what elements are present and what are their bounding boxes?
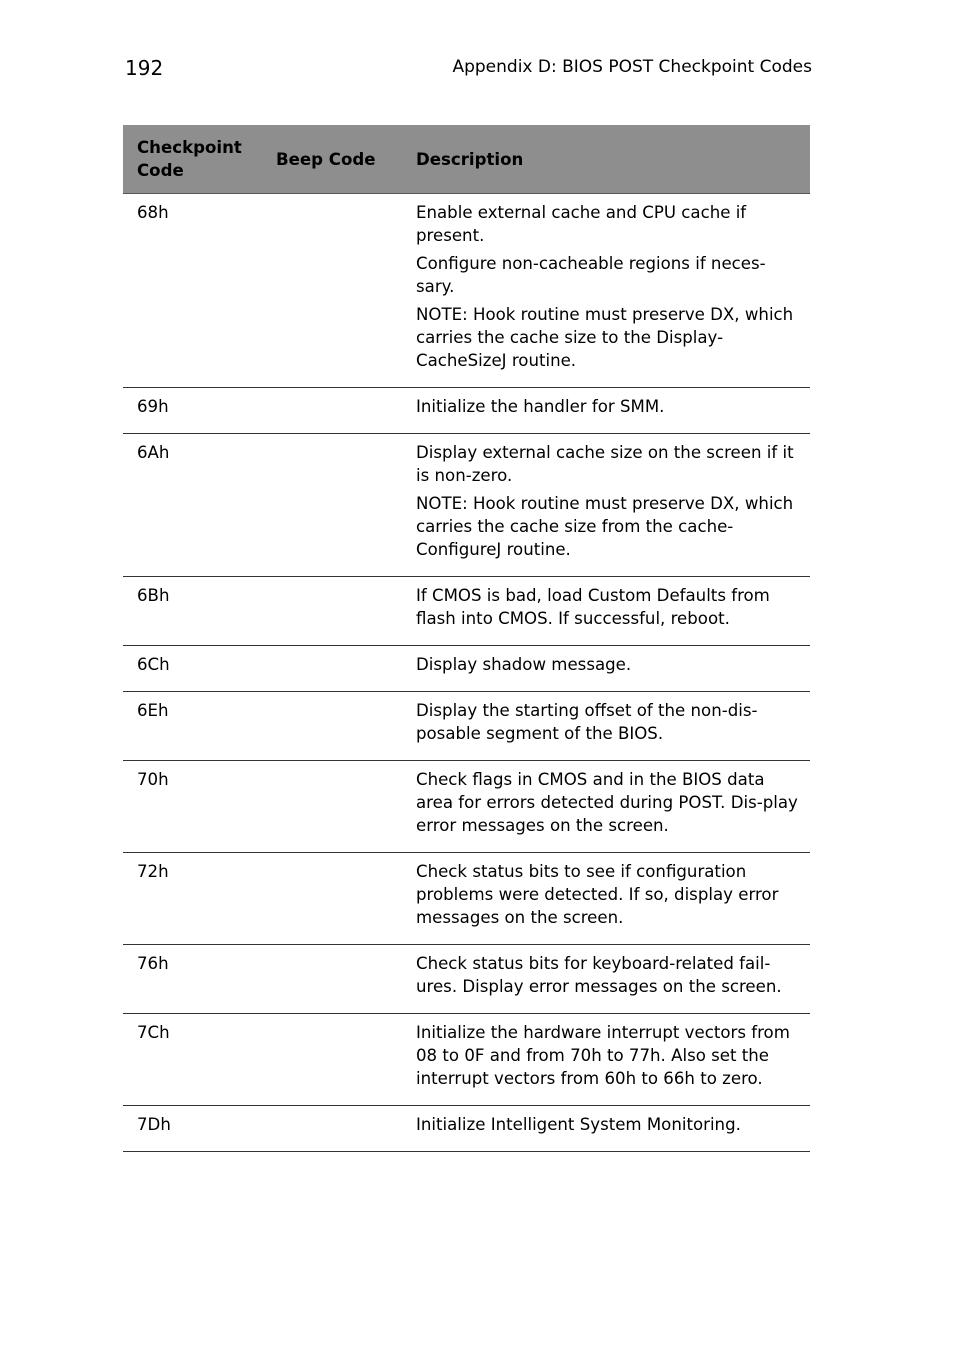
checkpoint-code-cell: 70h [123,761,262,853]
checkpoint-code-cell: 7Ch [123,1014,262,1106]
beep-code-cell [262,194,402,388]
checkpoint-code-cell: 72h [123,853,262,945]
description-cell [402,761,810,853]
description-paragraph: NOTE: Hook routine must preserve DX, which carries the cache size from the cache-ConfigureJ routine. [416,494,794,559]
beep-code-cell [262,646,402,692]
checkpoint-code-cell: 6Ah [123,434,262,577]
beep-code-cell [262,761,402,853]
column-header-description: Description [402,125,810,194]
column-header-checkpoint-line1: Checkpoint [137,138,242,157]
beep-code-cell [262,692,402,761]
description-cell [402,945,810,1014]
checkpoint-code-cell: 6Eh [123,692,262,761]
column-header-checkpoint-code [123,125,262,194]
description-paragraph: Enable external cache and CPU cache if present. [416,203,747,245]
description-cell [402,1014,810,1106]
checkpoint-code-cell: 76h [123,945,262,1014]
column-header-checkpoint-line2: Code [137,161,184,180]
beep-code-cell [262,434,402,577]
table-row [123,388,810,434]
beep-code-cell [262,853,402,945]
checkpoint-code-cell: 6Ch [123,646,262,692]
checkpoint-codes-table [123,125,810,1152]
description-paragraph: Configure non-cacheable regions if neces-sary. [416,254,766,296]
description-paragraph: Check flags in CMOS and in the BIOS data area for errors detected during POST. Dis-play error messages on the screen. [416,770,798,835]
description-paragraph: Display the starting offset of the non-dis-posable segment of the BIOS. [416,701,758,743]
checkpoint-code-cell: 7Dh [123,1106,262,1152]
table-row [123,646,810,692]
description-cell [402,853,810,945]
table-row [123,692,810,761]
beep-code-cell [262,388,402,434]
description-paragraph: Check status bits to see if configuration problems were detected. If so, display error messages on the screen. [416,862,779,927]
description-cell [402,194,810,388]
table-header-row [123,125,810,194]
description-cell [402,577,810,646]
table-row [123,761,810,853]
table-row [123,434,810,577]
description-paragraph: Display external cache size on the screen if it is non-zero. [416,443,794,485]
column-header-beep-code: Beep Code [262,125,402,194]
description-paragraph: If CMOS is bad, load Custom Defaults from flash into CMOS. If successful, reboot. [416,586,770,628]
description-cell [402,646,810,692]
description-cell [402,692,810,761]
description-paragraph: Initialize Intelligent System Monitoring. [416,1115,741,1134]
beep-code-cell [262,1106,402,1152]
checkpoint-code-cell: 69h [123,388,262,434]
description-cell [402,1106,810,1152]
checkpoint-code-cell: 6Bh [123,577,262,646]
checkpoint-code-cell: 68h [123,194,262,388]
description-cell [402,388,810,434]
table-row [123,853,810,945]
running-title: Appendix D: BIOS POST Checkpoint Codes [452,57,812,77]
table-row [123,194,810,388]
beep-code-cell [262,1014,402,1106]
beep-code-cell [262,945,402,1014]
description-paragraph: Initialize the hardware interrupt vectors from 08 to 0F and from 70h to 77h. Also set the interrupt vectors from 60h to 66h to zero. [416,1023,790,1088]
description-paragraph: Check status bits for keyboard-related fail-ures. Display error messages on the screen. [416,954,782,996]
table-row [123,1014,810,1106]
description-paragraph: Initialize the handler for SMM. [416,397,665,416]
description-paragraph: Display shadow message. [416,655,632,674]
description-paragraph: NOTE: Hook routine must preserve DX, which carries the cache size to the Display-CacheSizeJ routine. [416,305,794,370]
table-row [123,577,810,646]
description-cell [402,434,810,577]
table-body [123,194,810,1152]
beep-code-cell [262,577,402,646]
page-number: 192 [125,56,164,80]
table-row [123,945,810,1014]
table-row [123,1106,810,1152]
